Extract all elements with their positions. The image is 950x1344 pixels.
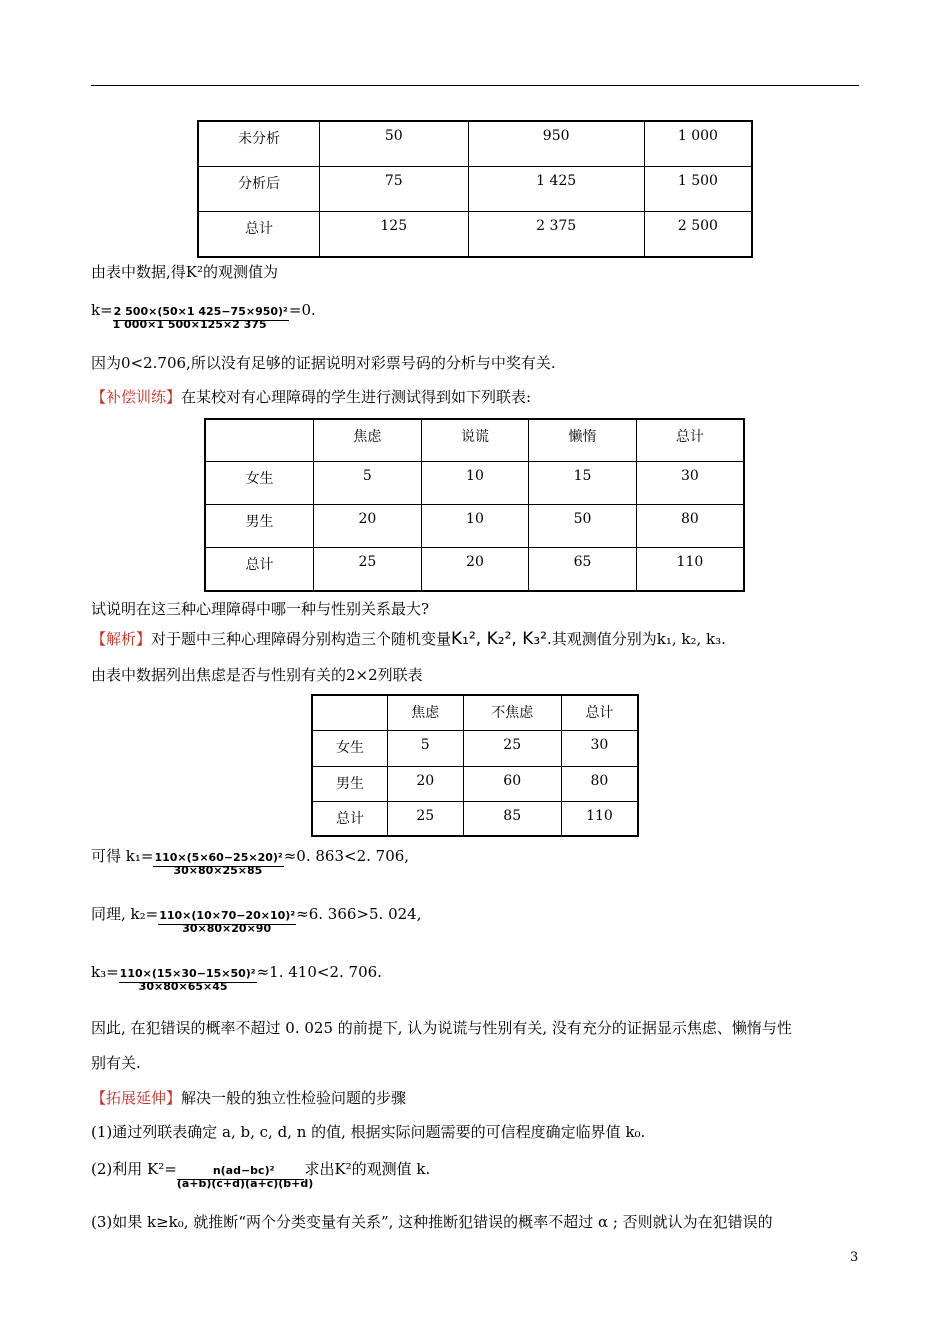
table-cell: 总计 — [312, 801, 388, 836]
table-cell: 男生 — [205, 504, 314, 547]
step-3: (3)如果 k≥k₀, 就推断“两个分类变量有关系”, 这种推断犯错误的概率不超过 α ; 否则就认为在犯错误的 — [91, 1213, 773, 1231]
formula-k1: 可得 $k_1=\frac{\text{110×(5×60−25×20)²}}{30\times 80\times 25\times 85}$ ≈0. 863<2. 706, — [91, 847, 410, 877]
table-row — [198, 166, 752, 211]
table-cell: 分析后 — [198, 166, 320, 211]
table-cell: 20 — [314, 504, 422, 547]
table-cell: 未分析 — [198, 121, 320, 166]
table-row — [312, 801, 638, 836]
table-cell — [312, 695, 388, 730]
training-tag: 【补偿训练】 — [91, 388, 182, 406]
table-row — [205, 547, 744, 591]
random-variables: K₁², K₂², K₃² — [451, 629, 547, 649]
k1-numerator: 110×(5×60−25×20)² — [153, 851, 283, 867]
paragraph-analysis: 【解析】对于题中三种心理障碍分别构造三个随机变量K₁², K₂², K₃².其观测值分别为k₁, k₂, k₃. — [91, 629, 726, 649]
table-cell: 总计 — [205, 547, 314, 591]
paragraph-result-line2: 别有关. — [91, 1054, 141, 1072]
table-cell: 80 — [561, 766, 638, 801]
table-cell: 60 — [463, 766, 561, 801]
table-cell: 110 — [561, 801, 638, 836]
k3-numerator: 110×(15×30−15×50)² — [119, 967, 257, 983]
table-cell: 50 — [320, 121, 468, 166]
table-cell: 总计 — [561, 695, 638, 730]
paragraph-table-intro: 由表中数据列出焦虑是否与性别有关的2×2列联表 — [91, 666, 423, 684]
table-cell: 男生 — [312, 766, 388, 801]
table-cell: 25 — [388, 801, 464, 836]
table-row — [205, 461, 744, 504]
formula-numerator: 2 500×(50×1 425−75×950)² — [113, 305, 289, 321]
table-cell: 50 — [529, 504, 637, 547]
table-cell: 说谎 — [421, 419, 529, 461]
chi-numerator: n(ad−bc)² — [177, 1164, 305, 1180]
table-cell: 75 — [320, 166, 468, 211]
k2-denominator: 30×80×20×90 — [182, 922, 272, 935]
step-2-formula: (2)利用 $K^2=\frac{\text{n(ad−bc)²}}{(a+b)(c+d)(a+c)(b+d)}$ 求出K²的观测值 k. — [91, 1160, 431, 1190]
table-row — [312, 730, 638, 766]
table-cell: 25 — [463, 730, 561, 766]
table-cell: 20 — [421, 547, 529, 591]
table-cell: 20 — [388, 766, 464, 801]
table-cell: 懒惰 — [529, 419, 637, 461]
table-cell: 总计 — [198, 211, 320, 257]
table-cell: 110 — [636, 547, 744, 591]
psych-table — [204, 418, 745, 592]
chi-denominator: (a+b)(c+d)(a+c)(b+d) — [176, 1177, 314, 1190]
table-cell: 不焦虑 — [463, 695, 561, 730]
table-cell: 焦虑 — [388, 695, 464, 730]
table-cell: 2 500 — [644, 211, 752, 257]
table-row — [198, 121, 752, 166]
table-cell: 950 — [468, 121, 644, 166]
paragraph-training: 【补偿训练】在某校对有心理障碍的学生进行测试得到如下列联表: — [91, 388, 532, 406]
table-cell: 125 — [320, 211, 468, 257]
lottery-table — [197, 120, 753, 258]
formula-k3: $k_3=\frac{\text{110×(15×30−15×50)²}}{30\times 80\times 65\times 45}$ ≈1. 410<2. 706. — [91, 963, 382, 993]
step-1: (1)通过列联表确定 a, b, c, d, n 的值, 根据实际问题需要的可信程度确定临界值 k₀. — [91, 1123, 646, 1141]
anxiety-table — [311, 694, 639, 837]
table-cell: 15 — [529, 461, 637, 504]
formula-k2: 同理, $k_2=\frac{\text{110×(10×70−20×10)²}}{30\times 80\times 20\times 90}$ ≈6. 366>5. 024, — [91, 905, 422, 935]
table-cell: 30 — [636, 461, 744, 504]
table-cell: 5 — [388, 730, 464, 766]
k3-denominator: 30×80×65×45 — [138, 980, 228, 993]
header-rule — [91, 85, 859, 86]
table-row — [205, 504, 744, 547]
table-cell: 85 — [463, 801, 561, 836]
table-cell: 女生 — [312, 730, 388, 766]
table-cell: 10 — [421, 504, 529, 547]
table-cell: 25 — [314, 547, 422, 591]
page-number: 3 — [850, 1250, 859, 1265]
table-cell: 2 375 — [468, 211, 644, 257]
table-cell: 1 500 — [644, 166, 752, 211]
table-cell — [205, 419, 314, 461]
paragraph-extension: 【拓展延伸】解决一般的独立性检验问题的步骤 — [91, 1089, 407, 1107]
k2-numerator: 110×(10×70−20×10)² — [158, 909, 296, 925]
table-cell: 5 — [314, 461, 422, 504]
table-row — [205, 419, 744, 461]
paragraph-result-line1: 因此, 在犯错误的概率不超过 0. 025 的前提下, 认为说谎与性别有关, 没有充分的证据显示焦虑、懒惰与性 — [91, 1019, 792, 1037]
table-cell: 65 — [529, 547, 637, 591]
table-cell: 总计 — [636, 419, 744, 461]
table-cell: 1 000 — [644, 121, 752, 166]
paragraph-observed-value: 由表中数据,得K²的观测值为 — [91, 263, 278, 281]
table-cell: 80 — [636, 504, 744, 547]
table-row — [198, 211, 752, 257]
table-cell: 女生 — [205, 461, 314, 504]
table-cell: 10 — [421, 461, 529, 504]
formula-denominator: 1 000×1 500×125×2 375 — [112, 318, 267, 331]
k1-denominator: 30×80×25×85 — [173, 864, 263, 877]
table-row — [312, 695, 638, 730]
paragraph-conclusion: 因为0<2.706,所以没有足够的证据说明对彩票号码的分析与中奖有关. — [91, 354, 556, 372]
table-cell: 30 — [561, 730, 638, 766]
table-cell: 焦虑 — [314, 419, 422, 461]
paragraph-question: 试说明在这三种心理障碍中哪一种与性别关系最大? — [91, 600, 430, 618]
table-cell: 1 425 — [468, 166, 644, 211]
table-row — [312, 766, 638, 801]
extension-tag: 【拓展延伸】 — [91, 1089, 182, 1107]
formula-k: $k=\frac{\text{2 500×(50×1 425−75×950)²}}{1 000\times 1 500\times 125\times 2 375}$ =0. — [91, 301, 316, 331]
analysis-tag: 【解析】 — [91, 630, 152, 648]
